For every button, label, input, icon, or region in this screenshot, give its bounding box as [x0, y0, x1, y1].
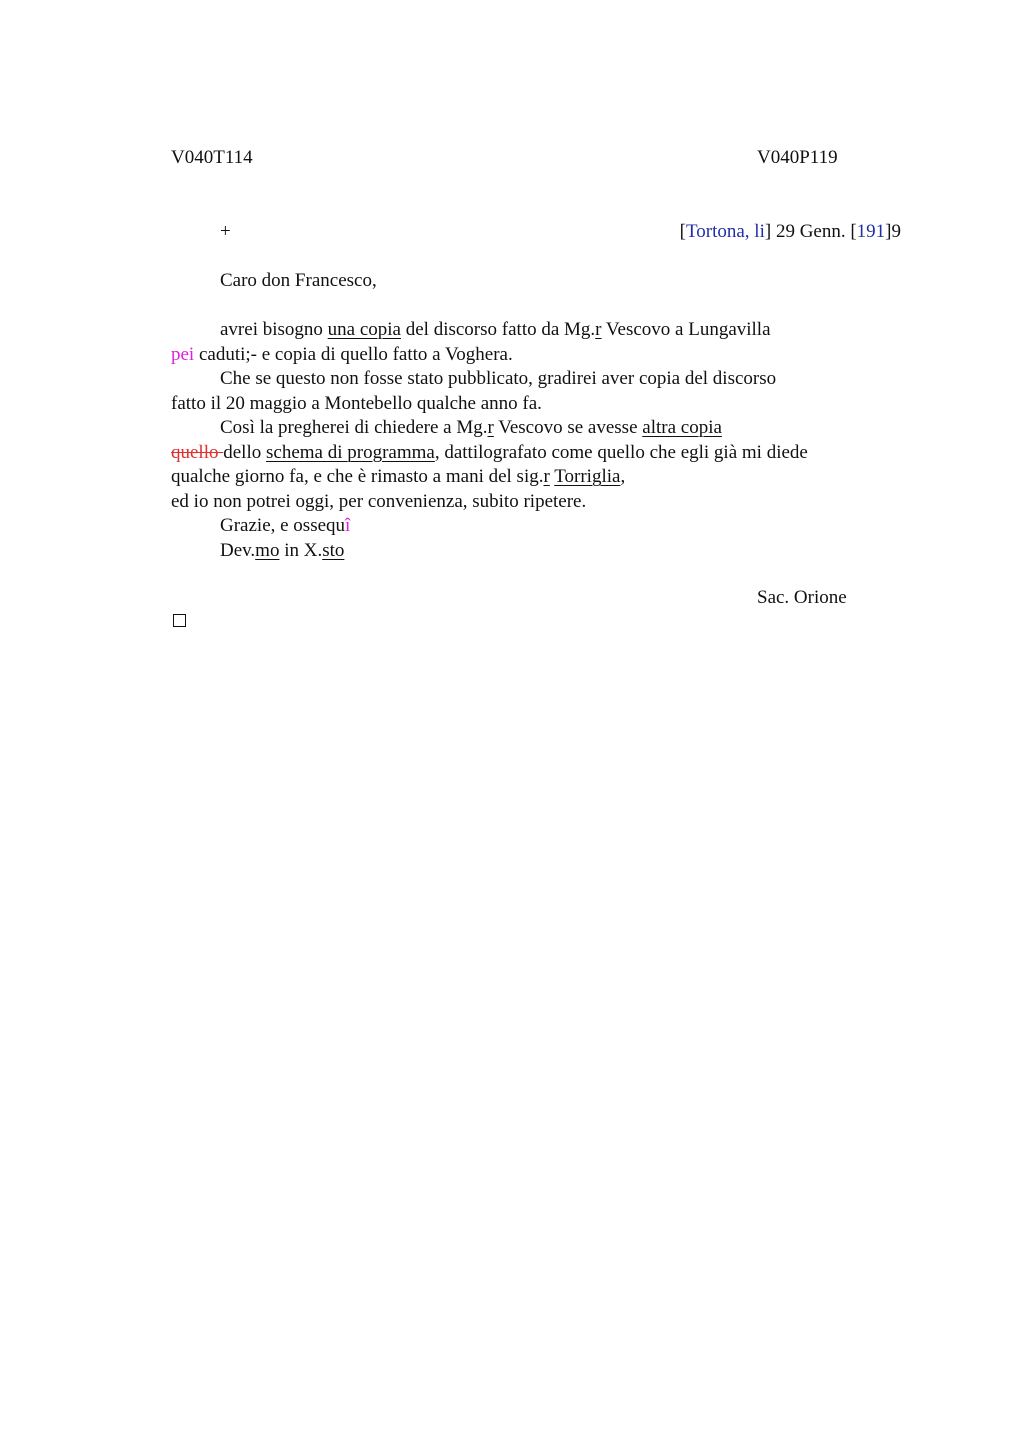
underlined-text: una copia	[327, 319, 401, 340]
text: Grazie, e ossequ	[220, 515, 346, 536]
underlined-text: r	[487, 417, 494, 438]
text: Così la pregherei di chiedere a Mg.	[220, 417, 488, 438]
letter-body	[171, 318, 891, 563]
body-line	[171, 514, 891, 539]
closing-line	[171, 539, 891, 564]
body-line	[171, 318, 891, 343]
text: ,	[620, 466, 626, 487]
body-line	[171, 343, 891, 368]
underlined-text: mo	[255, 539, 280, 561]
dateline	[680, 220, 901, 245]
text: Vescovo se avesse	[493, 417, 643, 438]
document-code-left: V040T114	[171, 147, 253, 168]
text: qualche giorno fa, e che è rimasto a mani del sig.	[171, 466, 544, 487]
document-code-right: V040P119	[757, 147, 838, 168]
underlined-text: r	[543, 466, 550, 487]
bracket: ]	[764, 221, 772, 242]
underlined-text: sto	[322, 539, 345, 561]
place-text: Tortona, li	[685, 221, 765, 242]
salutation: Caro don Francesco,	[220, 270, 377, 291]
body-line	[171, 441, 891, 466]
text: avrei bisogno	[220, 319, 328, 340]
correction-text: î	[345, 515, 351, 536]
bracket: ]	[885, 221, 892, 242]
date-text: 29 Genn.	[771, 221, 851, 242]
text: del discorso fatto da Mg.	[400, 319, 596, 340]
text: dello	[223, 441, 266, 463]
signature: Sac. Orione	[757, 587, 847, 608]
checkbox-icon[interactable]	[173, 614, 186, 627]
underlined-text: schema di programma	[266, 441, 435, 463]
body-line	[171, 416, 891, 441]
text: , dattilografato come quello che egli già mi diede	[434, 441, 808, 463]
body-line	[171, 465, 891, 490]
text: caduti;- e copia di quello fatto a Voghera.	[194, 343, 513, 365]
struck-out-text: quello	[171, 441, 224, 463]
underlined-text: Torriglia	[554, 466, 621, 487]
year-prefix: 191	[856, 221, 886, 242]
text: in X.	[279, 539, 323, 561]
body-line: ed io non potrei oggi, per convenienza, subito ripetere.	[171, 490, 587, 512]
correction-text: pei	[171, 343, 195, 365]
text: Dev.	[220, 539, 256, 561]
underlined-text: r	[595, 319, 602, 340]
year-suffix: 9	[891, 221, 901, 242]
underlined-text: altra copia	[642, 417, 722, 438]
body-line: fatto il 20 maggio a Montebello qualche anno fa.	[171, 392, 542, 414]
bracket: [	[679, 221, 686, 242]
text: Vescovo a Lungavilla	[601, 319, 771, 340]
body-line: Che se questo non fosse stato pubblicato, gradirei aver copia del discorso	[220, 368, 777, 389]
cross-symbol: +	[220, 221, 231, 242]
bracket: [	[850, 221, 857, 242]
